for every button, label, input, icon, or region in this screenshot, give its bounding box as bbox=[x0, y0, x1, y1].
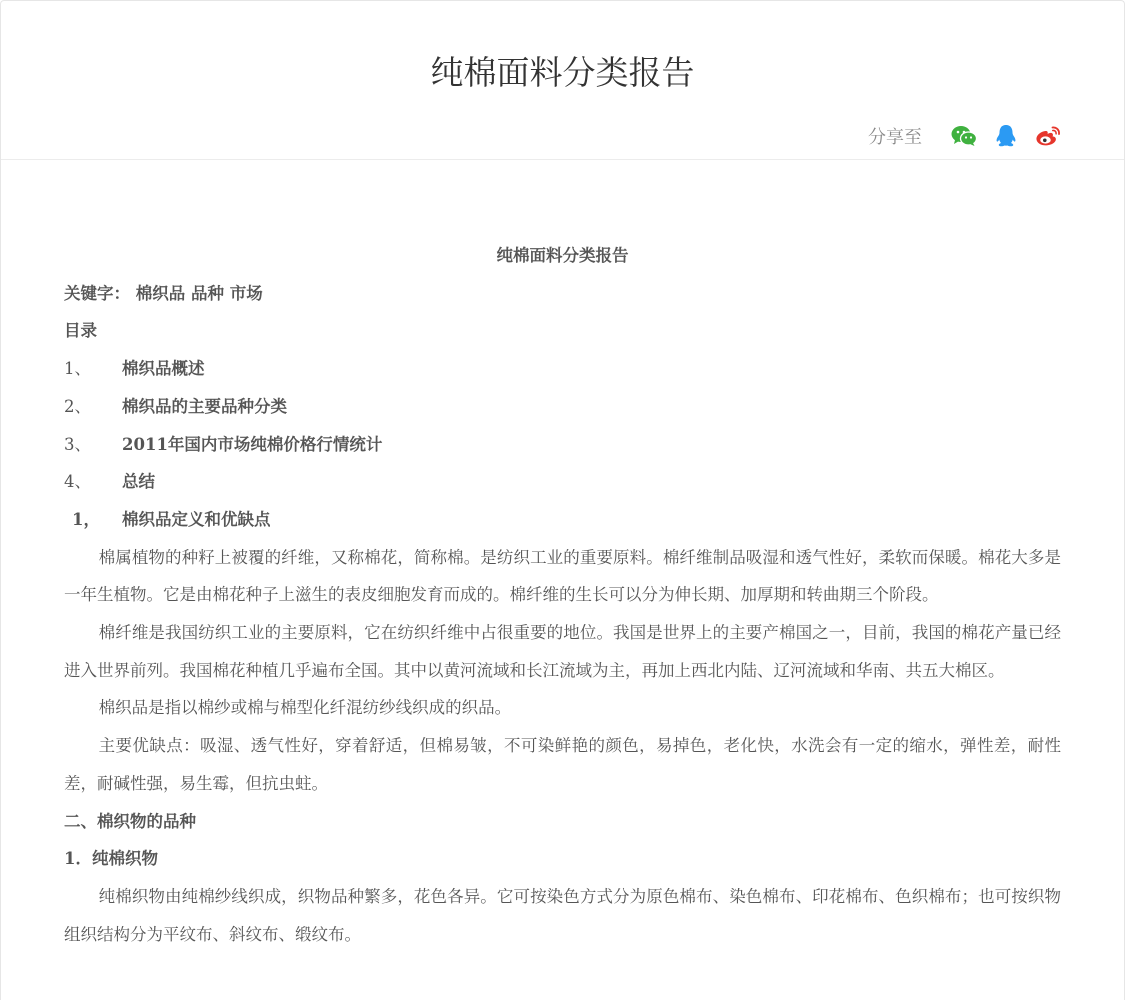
toc-item bbox=[64, 350, 1061, 388]
section-title: 棉织品定义和优缺点 bbox=[122, 509, 271, 529]
toc-heading: 目录 bbox=[64, 321, 97, 341]
page-title: 纯棉面料分类报告 bbox=[430, 53, 695, 92]
toc-item-text: 棉织品概述 bbox=[122, 359, 205, 379]
paragraph: 棉纤维是我国纺织工业的主要原料，它在纺织纤维中占很重要的地位。我国是世界上的主要产棉国之一，目前，我国的棉花产量已经进入世界前列。我国棉花种植几乎遍布全国。其中以黄河流域和长江流域为主，再加上西北内陆、辽河流域和华南、共五大棉区。 bbox=[64, 623, 1061, 680]
section-number: 1， bbox=[72, 509, 100, 529]
page-header bbox=[1, 1, 1124, 160]
toc-item-number: 4、 bbox=[64, 472, 91, 492]
article-body bbox=[64, 237, 1061, 953]
toc-item-text: 2011年国内市场纯棉价格行情统计 bbox=[122, 434, 383, 454]
toc-item-text: 总结 bbox=[122, 472, 155, 492]
toc-item-number: 2、 bbox=[64, 396, 91, 416]
share-bar bbox=[868, 121, 1062, 151]
keywords-line: 关键字： 棉织品 品种 市场 bbox=[64, 283, 263, 303]
toc-item-number: 3、 bbox=[64, 434, 91, 454]
toc-item-number: 1、 bbox=[64, 359, 91, 379]
share-label: 分享至 bbox=[868, 127, 922, 148]
section-heading-1 bbox=[64, 501, 1061, 539]
subsection-heading: 1．纯棉织物 bbox=[64, 849, 158, 869]
paragraph: 纯棉织物由纯棉纱线织成，织物品种繁多，花色各异。它可按染色方式分为原色棉布、染色棉布、印花棉布、色织棉布；也可按织物组织结构分为平纹布、斜纹布、缎纹布。 bbox=[64, 886, 1061, 944]
article-title: 纯棉面料分类报告 bbox=[496, 246, 629, 265]
toc-item-text: 棉织品的主要品种分类 bbox=[122, 396, 287, 416]
section-heading-2: 二、棉织物的品种 bbox=[64, 811, 196, 831]
toc-item bbox=[64, 388, 1061, 426]
toc-item bbox=[64, 463, 1061, 501]
paragraph: 主要优缺点：吸湿、透气性好，穿着舒适，但棉易皱，不可染鲜艳的颜色，易掉色，老化快，水洗会有一定的缩水，弹性差，耐性差，耐碱性强，易生霉，但抗虫蛀。 bbox=[64, 736, 1061, 793]
share-wechat-button[interactable] bbox=[950, 122, 978, 150]
paragraph: 棉织品是指以棉纱或棉与棉型化纤混纺纱线织成的织品。 bbox=[98, 698, 512, 718]
qq-icon bbox=[995, 124, 1017, 148]
weibo-icon bbox=[1035, 125, 1061, 147]
paragraph: 棉属植物的种籽上被覆的纤维，又称棉花，简称棉。是纺织工业的重要原料。棉纤维制品吸湿和透气性好，柔软而保暖。棉花大多是一年生植物。它是由棉花种子上滋生的表皮细胞发育而成的。棉纤维的生长可以分为伸长期、加厚期和转曲期三个阶段。 bbox=[64, 547, 1061, 605]
share-qq-button[interactable] bbox=[992, 122, 1020, 150]
toc-item bbox=[64, 426, 1061, 464]
wechat-icon bbox=[951, 125, 977, 147]
share-weibo-button[interactable] bbox=[1034, 122, 1062, 150]
